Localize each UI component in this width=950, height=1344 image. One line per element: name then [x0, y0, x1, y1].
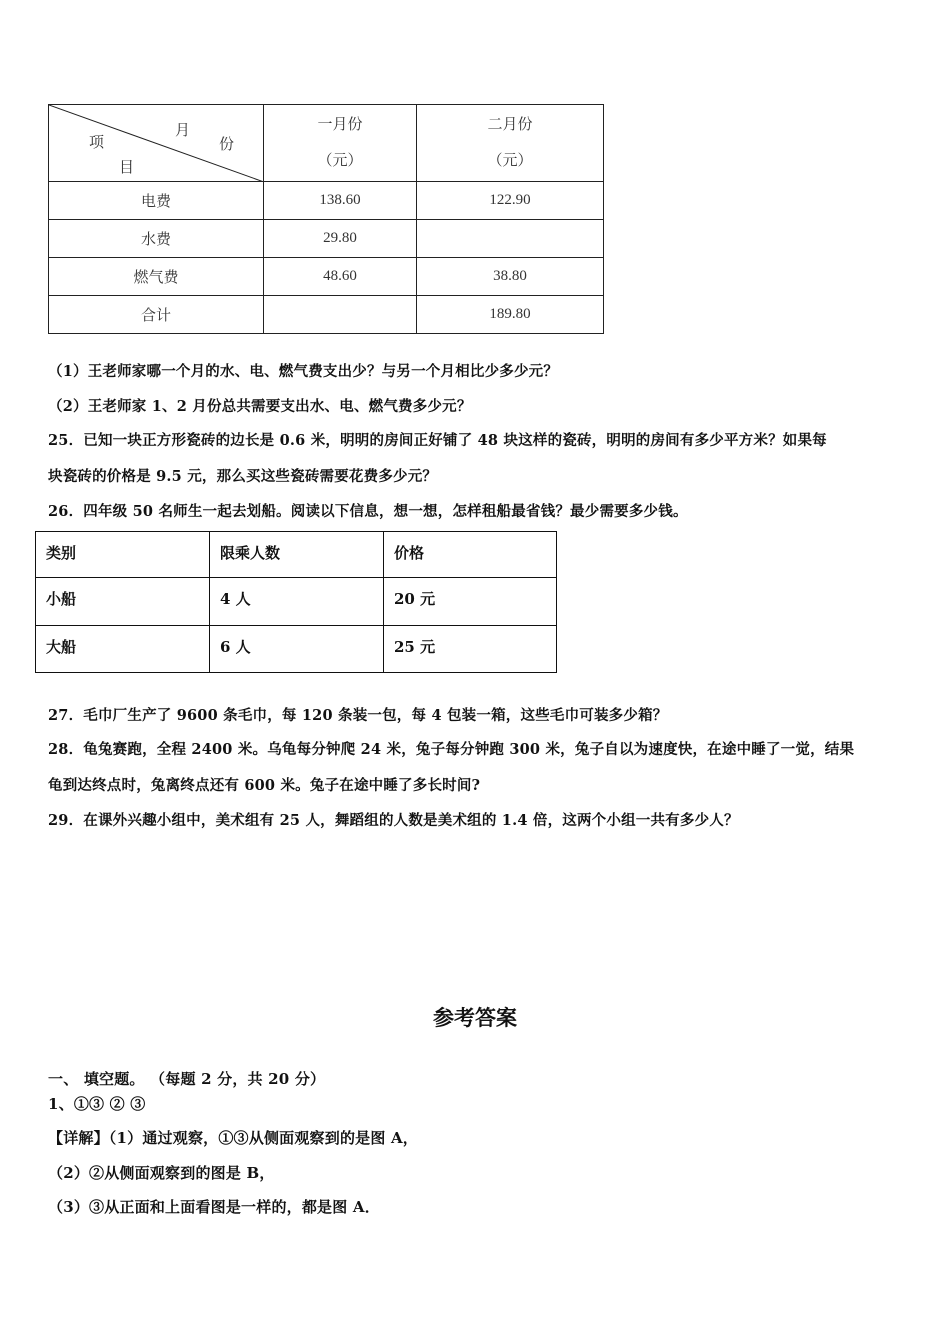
february-unit: （元） [487, 153, 533, 169]
answer-detail-3: （3）③从正面和上面看图是一样的，都是图 A． [48, 1198, 380, 1216]
row-label: 电费 [49, 182, 264, 220]
question-28-line-2: 龟到达终点时，兔离终点还有 600 米。兔子在途中睡了多长时间? [48, 777, 481, 794]
boat-table-header-row [36, 532, 557, 578]
row-label: 燃气费 [49, 258, 264, 296]
header-price: 价格 [384, 532, 557, 578]
question-25-line-2: 块瓷砖的价格是 9.5 元，那么买这些瓷砖需要花费多少元？ [48, 468, 438, 485]
jan-value: 138.60 [264, 182, 417, 220]
boat-capacity: 6 人 [210, 626, 384, 673]
corner-month-label: 月 [175, 123, 191, 139]
boat-type: 小船 [36, 578, 210, 626]
answer-detail-1: 【详解】（1）通过观察，①③从侧面观察到的是图 A， [48, 1129, 418, 1147]
header-category: 类别 [36, 532, 210, 578]
january-label: 一月份 [317, 117, 363, 133]
boat-table [35, 531, 557, 673]
boat-capacity: 4 人 [210, 578, 384, 626]
boat-price: 20 元 [384, 578, 557, 626]
col-february-header [417, 105, 604, 182]
fee-row-electricity [49, 182, 604, 220]
boat-row-small [36, 578, 557, 626]
boat-price: 25 元 [384, 626, 557, 673]
february-label: 二月份 [487, 117, 533, 133]
corner-xiang-label: 项 [89, 135, 105, 151]
question-26: 26．四年级 50 名师生一起去划船。阅读以下信息，想一想，怎样租船最省钱？最少需要多少钱。 [48, 503, 688, 520]
january-unit: （元） [317, 153, 363, 169]
row-label: 水费 [49, 220, 264, 258]
boat-type: 大船 [36, 626, 210, 673]
answer-1: 1、①③ ② ③ [48, 1095, 146, 1113]
header-capacity: 限乘人数 [210, 532, 384, 578]
fee-table-header-row [49, 105, 604, 182]
question-24-part-1: （1）王老师家哪一个月的水、电、燃气费支出少？与另一个月相比少多少元？ [48, 363, 559, 380]
corner-mu-label: 目 [119, 160, 135, 176]
jan-value: 29.80 [264, 220, 417, 258]
feb-value: 122.90 [417, 182, 604, 220]
answers-title: 参考答案 [433, 1006, 517, 1030]
jan-value: 48.60 [264, 258, 417, 296]
fee-row-gas [49, 258, 604, 296]
fee-row-water [49, 220, 604, 258]
question-25-line-1: 25．已知一块正方形瓷砖的边长是 0.6 米，明明的房间正好铺了 48 块这样的瓷砖，明明的房间有多少平方米？如果每 [48, 432, 827, 449]
col-january-header [264, 105, 417, 182]
question-27: 27．毛巾厂生产了 9600 条毛巾，每 120 条装一包，每 4 包装一箱，这些毛巾可装多少箱？ [48, 707, 668, 724]
feb-value: 38.80 [417, 258, 604, 296]
feb-value [417, 220, 604, 258]
fee-row-total [49, 296, 604, 334]
question-24-part-2: （2）王老师家 1、2 月份总共需要支出水、电、燃气费多少元？ [48, 398, 472, 415]
section-heading: 一、 填空题。 （每题 2 分，共 20 分） [48, 1070, 326, 1088]
jan-value [264, 296, 417, 334]
question-29: 29．在课外兴趣小组中，美术组有 25 人，舞蹈组的人数是美术组的 1.4 倍，这两个小组一共有多少人？ [48, 812, 739, 829]
corner-fen-label: 份 [219, 137, 235, 153]
answer-detail-2: （2）②从侧面观察到的图是 B， [48, 1164, 275, 1182]
question-28-line-1: 28．龟兔赛跑，全程 2400 米。乌龟每分钟爬 24 米，兔子每分钟跑 300 米，兔子自以为速度快，在途中睡了一觉，结果 [48, 741, 855, 758]
diagonal-header-cell [49, 105, 264, 182]
fee-table [48, 104, 604, 334]
row-label: 合计 [49, 296, 264, 334]
feb-value: 189.80 [417, 296, 604, 334]
boat-row-large [36, 626, 557, 673]
